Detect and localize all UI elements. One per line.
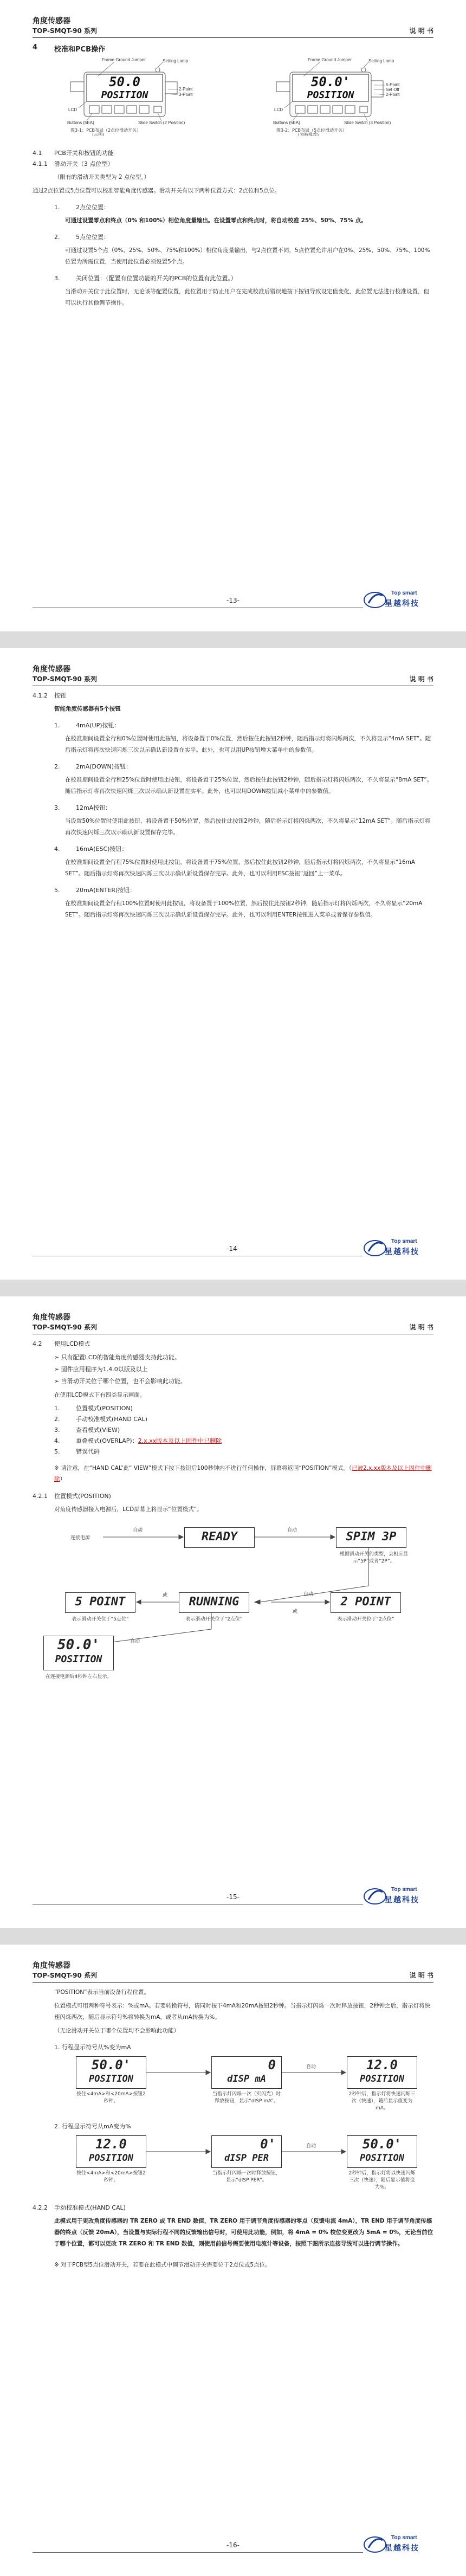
lcd-spim: SPIM 3P [336, 1527, 406, 1548]
fig2-setoff: Set Off [386, 87, 399, 92]
modes-list: 1. 位置模式(POSITION) 2. 手动校准模式(HAND CAL) 3. 查看模式(VIEW) 4. 重叠模式(OVERLAP)：2.x.xx版本及以上固件中已删除 5. 错误代码 [54, 1405, 222, 1455]
pcb-note: ※ 对于PCB型5点位滑动开关，若要在此模式中调节滑动开关需要位于2点位或5点位。 [54, 2262, 271, 2268]
page-15 [0, 1296, 466, 1928]
page-13 [0, 0, 466, 631]
bullet-item: ➢ 当滑动开关位于哪个位置，也不会影响此功能。 [54, 1378, 186, 1385]
section-4-heading: 4 校准和PCB操作 [33, 43, 105, 54]
fig2-lcd-text: POSITION [307, 89, 354, 101]
page-number: -13- [226, 597, 240, 604]
fig2-slide-label: Slide Switch (3 Position) [344, 120, 391, 125]
position-intro: “POSITION”表示当前设备行程位置。 [54, 1989, 150, 1996]
running-caption: 表示滑动开关位于“2点位” [185, 1617, 243, 1622]
section-4-1-1: 4.1.1 滑动开关（3 点位型） [33, 160, 114, 167]
lcd-f2-c: 50.0' POSITION [347, 2135, 417, 2168]
button-8ma-body: 在校准期间设置全行程25%位置时使用此按钮，将设备置于25%位置，然后按住此按钮2秒钟，随后指示灯将闪烁两次，不久将显示“8mA SET”。随后指示灯将再次快速闪烁三次以示确认新设置在实平。此外，也可以用DOWN按钮减小菜单中的参数值。 [65, 777, 433, 795]
page-16 [0, 1945, 466, 2576]
company-logo: Top smart 星越科技 [363, 1886, 433, 1907]
lcd-f2-a: 12.0 POSITION [76, 2135, 146, 2168]
position-body2: （无论滑动开关位于哪个位置均不会影响此功能） [54, 2028, 179, 2034]
page-footer: -14- Top smart 星越科技 [33, 1242, 433, 1263]
hand-cal-note: ※ 请注意，在“HAND CAL”此“ VIEW”模式下按下按钮后100秒钟内不进行任何操作，屏幕将返回“POSITION”模式。（已被2.x.xx版本及以上固件中删除） [54, 1465, 432, 1482]
header-model: TOP-SMQT-90 系列 [33, 27, 98, 35]
lcd-f2-b: 0' dISP PER [211, 2135, 282, 2168]
power-on-flow: 连接电源 自动 自动 自动 自动 READY SPIM 3P 根据滑动开关的类型，会相应显示“5P”或者“2P”。 5 POINT 表示滑动开关位于“5点位” 或 或 RUNNING 表示滑动开关位于“2点位” 2 POINT 表示滑动开关位于“2点位” 50.0' POSITION 在连接电源后4秒钟左右显示。 [33, 1521, 433, 1716]
item-3: 3. 关闭位置：（配置有位置功能的开关的PCB的位置有此位置。） [54, 275, 237, 282]
2point-caption: 表示滑动开关位于“2点位” [337, 1617, 394, 1622]
s411-note: （限有的滑动开关类型为 2 点位型。） [54, 174, 150, 180]
fig2-5point: 5-Point [386, 82, 400, 87]
fig2-buttons-label: Buttons (5EA) [273, 120, 300, 125]
item-1-body: 可通过设置零点和终点（0% 和100%）相位角度量输出。在设置零点和终点时，将自动校准 25%、50%、75% 点。 [65, 217, 367, 224]
lcd-f1-b: 0 dISP mA [211, 2056, 282, 2089]
lcd-f1-a: 50.0' POSITION [76, 2056, 146, 2089]
lcd-5point: 5 POINT [65, 1592, 135, 1613]
fig1-lcd-value: 50.0 [109, 74, 140, 89]
fig2-lcd-label: LCD [274, 107, 283, 112]
page-header: 角度传感器 TOP-SMQT-90 系列 说 明 书 [33, 663, 433, 686]
buttons-intro: 智能角度传感器有5个按钮 [54, 706, 121, 712]
company-logo: Top smart 星越科技 [363, 2534, 433, 2555]
flow2-title: 2. 行程显示符号从mA变为% [54, 2123, 131, 2130]
fig2-ground-label: Frame Ground Jumper [308, 57, 352, 62]
fig1-caption: 图3-1：PCB布局（2点位滑动开关） [70, 128, 141, 133]
fig2-caption: 图3-2：PCB布局（5点位滑动开关） [276, 128, 347, 133]
button-16ma-heading: 4. 16mA(ESC)按钮： [54, 845, 128, 853]
page-header: 角度传感器 TOP-SMQT-90 系列 说 明 书 [33, 1960, 433, 1983]
s421-body: 对角度传感器接入电源后，LCD屏幕上将显示“位置模式”。 [54, 1506, 203, 1513]
item-2: 2. 5点位位置： [54, 234, 109, 241]
button-4ma-heading: 1. 4mA(UP)按钮： [54, 722, 120, 729]
fig1-2point: 2-Point [179, 87, 193, 92]
section-4-2-2: 4.2.2 手动校准模式(HAND CAL) [33, 2204, 126, 2211]
position-caption: 在连接电源后4秒钟左右显示。 [45, 1674, 112, 1680]
button-20ma-heading: 5. 20mA(ENTER)按钮： [54, 887, 136, 894]
section-4-1: 4.1 PCB开关和按钮的功能 [33, 150, 114, 157]
header-right: 说 明 书 [409, 27, 433, 35]
section-4-1-2: 4.1.2 按钮 [33, 692, 66, 699]
pcb-layout-figures [33, 55, 433, 136]
button-4ma-body: 在校准期间设置全行程0%位置时使用此按钮，将设备置于0%位置，然后按住此按钮2秒钟，随后指示灯将闪烁两次，不久将显示“4mA SET”。随后指示灯将再次快速闪烁三次以示确认新设置在实平。此外，也可以用UP按钮增大菜单中的参数值。 [65, 735, 431, 753]
page-header: 角度传感器 TOP-SMQT-90 系列 说 明 书 [33, 1312, 433, 1334]
company-logo: Top smart 星越科技 [363, 1237, 433, 1259]
fig1-ground-label: Frame Ground Jumper [102, 57, 146, 62]
fig2-lamp-label: Setting Lamp [368, 59, 394, 63]
lcd-position: 50.0' POSITION [43, 1636, 114, 1670]
lcd-bullets [33, 1352, 433, 1387]
flow1-title: 1. 行程显示符号从%变为mA [54, 2044, 131, 2051]
page-footer: -16- Top smart 星越科技 [33, 2538, 433, 2560]
company-logo: Top smart 星越科技 [363, 589, 433, 611]
page-footer [33, 590, 433, 615]
lcd-running: RUNNING [179, 1592, 249, 1613]
fig1-3point: 3-Point [179, 92, 193, 97]
spim-caption: 根据滑动开关的类型，会相应显示“5P”或者“2P”。 [339, 1552, 408, 1564]
lcd-ready: READY [184, 1527, 255, 1548]
flow-percent-to-ma: 自动 50.0' POSITION 按住<4mA>和<20mA>按钮2秒钟。 0 dISP mA 当指示灯闪烁一次（实闪光）时释放按钮，显示“dISP mA”。 12.0 POSITION 2秒钟后，指示灯将快速闪烁三次（快速），随后显示值变为mA。 [33, 2056, 433, 2116]
flow-ma-to-percent: 自动 12.0 POSITION 按住<4mA>和<20mA>按钮2秒钟。 0' dISP PER 当指示灯闪烁一次时释放按钮，显示“dISP PER”。 50.0' POSITION 2秒钟后，指示灯将以快速闪烁三次（快速），随后显示值将变为%。 [33, 2135, 433, 2195]
section-4-2: 4.2 使用LCD模式 [33, 1340, 90, 1347]
header-title: 角度传感器 [33, 17, 70, 25]
modes-intro: 在使用LCD模式下有四类显示画面。 [54, 1392, 146, 1398]
button-12ma-body: 当设置50%位置时使用此按钮，将设备置于50%位置，然后按住此按钮2秒钟，随后指示灯将闪烁两次，不久将显示“12mA SET”。随后指示灯将再次快速闪烁三次以示确认新设置保存完毕。 [65, 818, 431, 836]
fig2-caption2: (为被推荐) [298, 132, 319, 136]
fig1-lcd-text: POSITION [101, 89, 148, 101]
button-16ma-body: 在校准期间设置全行程75%位置时使用此按钮，将设备置于75%位置，然后按住此按钮2秒钟，随后指示灯将闪烁两次，不久将显示“16mA SET”。随后指示灯将再次快速闪烁三次以示确认新设置保存完毕。此外，也可以利用ESC按钮“返回”上一菜单。 [65, 859, 416, 877]
bullet-item: ➢ 只有配置LCD的智能角度传感器支持此功能。 [54, 1354, 180, 1361]
button-12ma-heading: 3. 12mA按钮： [54, 804, 112, 811]
page-footer: -15- Top smart 星越科技 [33, 1890, 433, 1912]
bullet-item: ➢ 固件应用程序为1.4.0以版及以上 [54, 1366, 148, 1373]
page-14 [0, 648, 466, 1280]
section-4-2-1: 4.2.1 位置模式(POSITION) [33, 1493, 111, 1500]
lcd-f1-c: 12.0 POSITION [347, 2056, 417, 2089]
fig1-buttons-label: Buttons (5EA) [67, 120, 94, 125]
hand-cal-body: 此模式用于更改角度传感器的 TR ZERO 或 TR END 数值，TR ZERO 用于调节角度传感器的零点（反馈电流 4mA），TR END 用于调节角度传感器的终点（反馈 20mA），当设置与实际行程不同的反馈输出信号时，可使用此功能，例如，将 4mA = 0% 校位变更改为 5mA = 0%，无论当前位于哪个位置，都可以更改 TR ZERO 和 TR END 数值，则使用前信号需要使用电流计等设备，按照下图所示连接导线可以进行调节操作。 [54, 2218, 433, 2247]
fig2-2point: 2-Point [386, 92, 400, 97]
item-1: 1. 2点位位置： [54, 204, 109, 211]
s411-body: 通过2点位置或5点位置可以校准智能角度传感器。滑动开关有以下两种位置方式：2点位和5点位。 [33, 188, 281, 194]
fig1-lcd-label: LCD [68, 107, 77, 112]
position-body1: 位置模式可用两种符号表示：%或mA。若要转换符号，请同时按下4mA和20mA按钮2秒钟。当指示灯闪烁一次时释放按钮，2秒钟之后，指示灯将快速闪烁两次，随后显示符号%将转换为mA，或者从mA转换为%。 [54, 2003, 431, 2020]
5point-caption: 表示滑动开关位于“5点位” [72, 1617, 129, 1622]
button-20ma-body: 在校准期间设置全行程100%位置时使用此按钮，将设备置于100%位置，然后按住此按钮2秒钟，随后指示灯将闪烁两次，不久将显示“20mA SET”。随后指示灯将再次快速闪烁三次以示确认新设置保存完毕。此外，也可以利用ENTER按钮进入菜单或者保存参数值。 [65, 900, 423, 918]
button-8ma-heading: 2. 2mA(DOWN)按钮： [54, 763, 132, 770]
page-header [33, 15, 433, 38]
fig1-caption2: (示例) [92, 132, 105, 136]
fig1-slide-label: Slide Switch (2 Position) [138, 120, 185, 125]
item-3-body: 当滑动开关位于此位置时，无论该等配置位置，此位置用于防止用户在完成校准后错误地按下按钮导致设定值变化，此位置无法进行校准设置，但可以执行其他调节操作。 [65, 288, 429, 306]
fig1-lamp-label: Setting Lamp [163, 59, 189, 63]
lcd-2point: 2 POINT [331, 1592, 401, 1613]
fig2-lcd-value: 50.0' [310, 74, 351, 89]
item-2-body: 可通过设置5个点（0%、25%、50%、75%和100%）相位角度量输出，与2点位置不同，5点位置允许用户在0%、25%、50%、75%、100%位置为所需位置，当使用此位置必须设置5个点。 [65, 247, 430, 265]
